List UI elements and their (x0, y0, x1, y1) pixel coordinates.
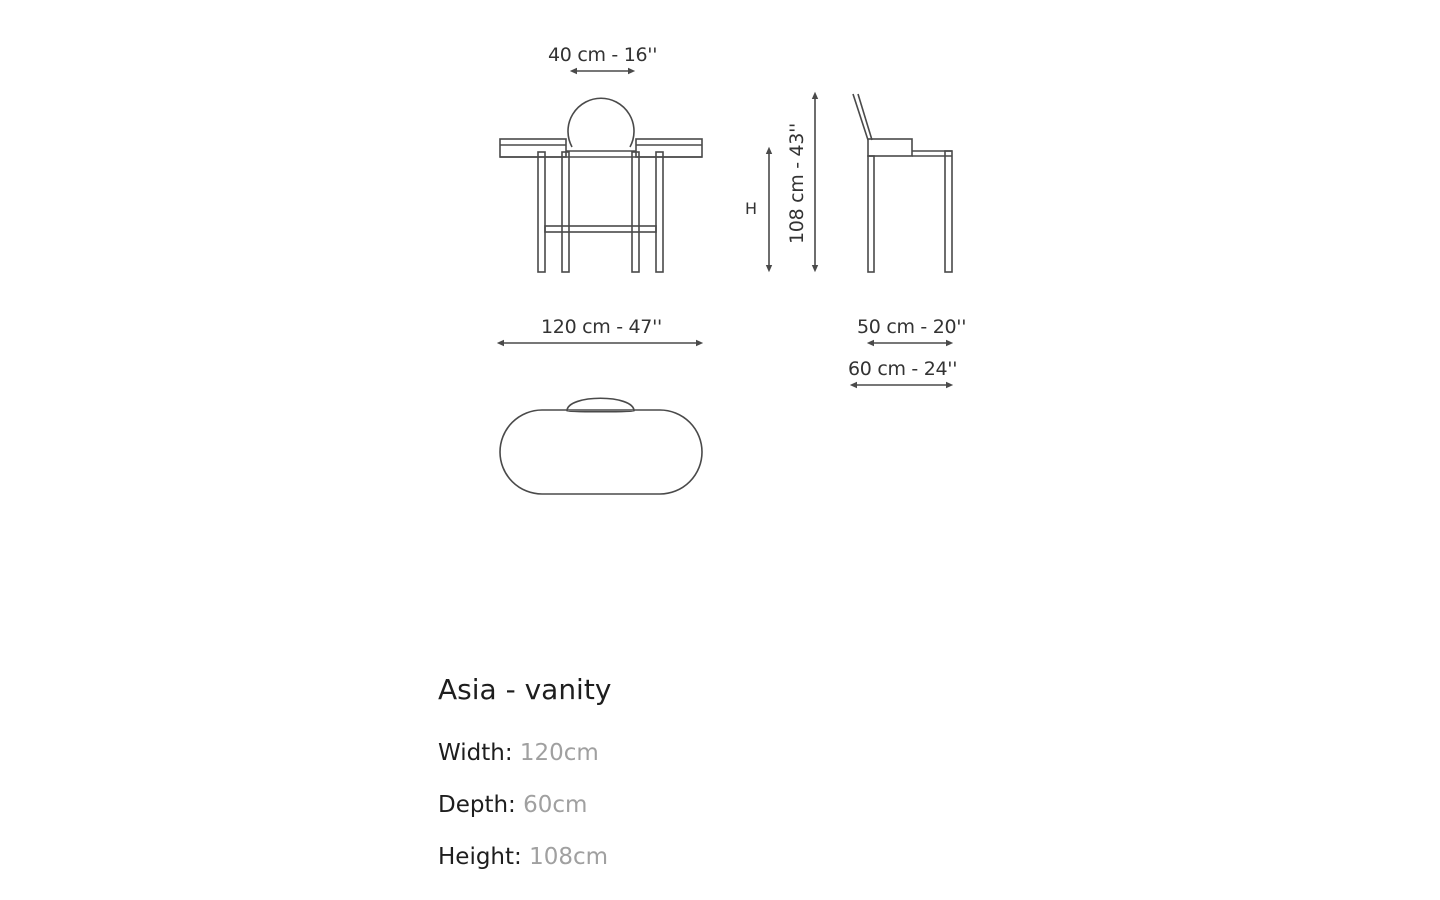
spec-width-value: 120cm (519, 740, 599, 766)
front-leg-2 (562, 152, 569, 272)
total-height-label: 108 cm - 43'' (786, 123, 808, 244)
spec-height-label: Height: (438, 844, 522, 870)
front-leg-3 (632, 152, 639, 272)
spec-width (438, 738, 1038, 768)
side-tabletop (868, 139, 912, 156)
front-tabletop (500, 139, 566, 157)
front-leg-1 (538, 152, 545, 272)
front-leg-4 (656, 152, 663, 272)
side-leg-front (868, 156, 874, 272)
top-view (500, 398, 702, 494)
product-title: Asia - vanity (438, 673, 612, 706)
mirror-width-label: 40 cm - 16'' (548, 44, 658, 66)
product-specs (438, 664, 1038, 894)
depth-top-label: 50 cm - 20'' (857, 316, 967, 338)
spec-depth (438, 790, 1038, 820)
spec-width-label: Width: (438, 740, 513, 766)
spec-height (438, 842, 1038, 872)
spec-depth-value: 60cm (523, 792, 588, 818)
side-leg-back (945, 151, 952, 272)
front-view (500, 71, 702, 343)
depth-total-label: 60 cm - 24'' (848, 358, 958, 380)
seat-height-label: H (745, 199, 757, 218)
spec-depth-label: Depth: (438, 792, 516, 818)
mirror-circle (568, 98, 634, 147)
total-width-label: 120 cm - 47'' (541, 316, 662, 338)
spec-height-value: 108cm (529, 844, 609, 870)
front-tabletop-right (636, 139, 702, 157)
top-view-tabletop (500, 410, 702, 494)
